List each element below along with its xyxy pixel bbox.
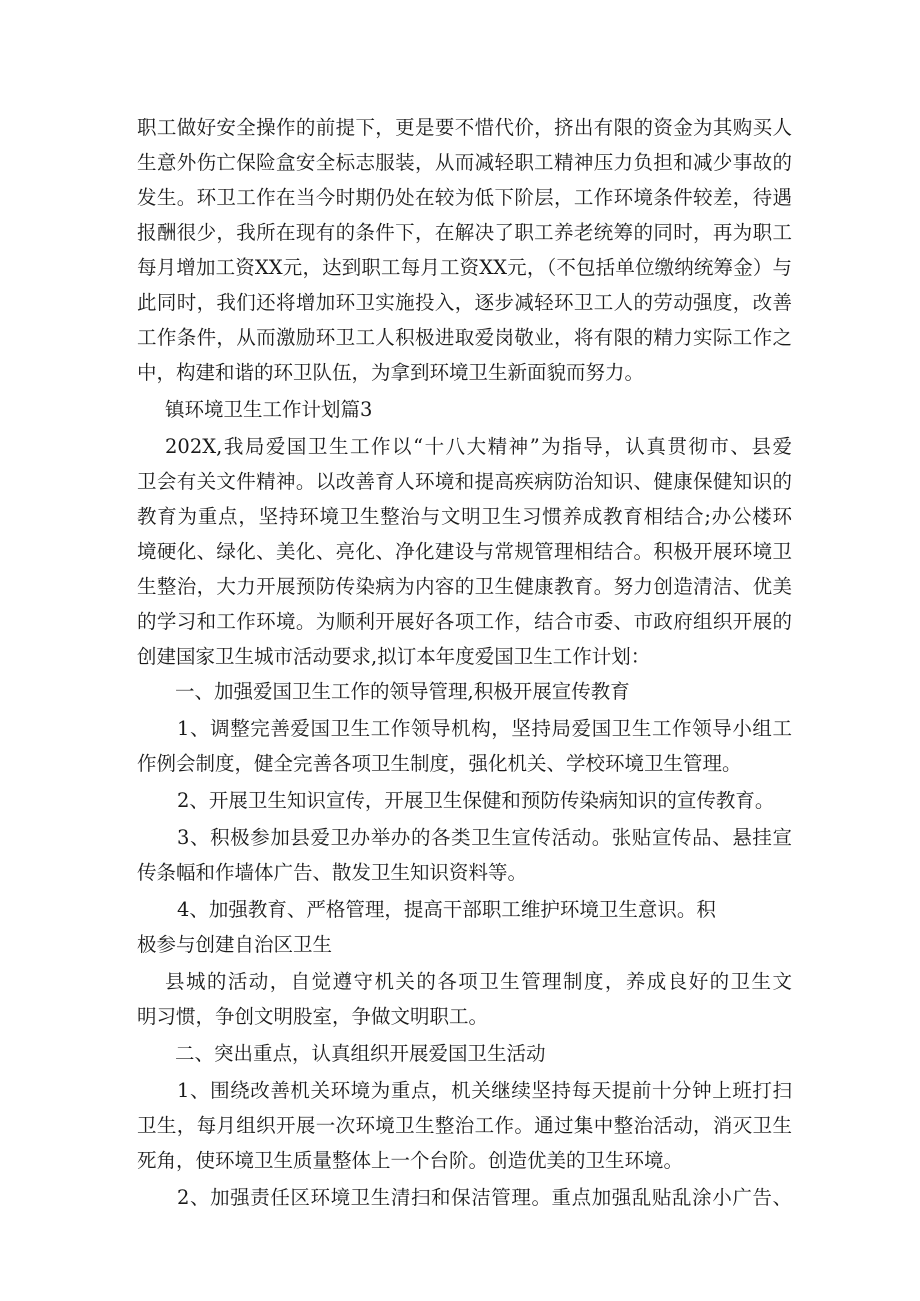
text-line: 死角，使环境卫生质量整体上一个台阶。创造优美的卫生环境。 [137, 1149, 684, 1172]
text-line: 1、调整完善爱国卫生工作领导机构，坚持局爱国卫生工作领导小组工 [177, 717, 792, 740]
text-line: 创建国家卫生城市活动要求,拟订本年度爱国卫生工作计划： [137, 645, 651, 668]
text-line: 生整治，大力开展预防传染病为内容的卫生健康教育。努力创造清洁、优美 [137, 575, 792, 598]
text-line: 每月增加工资XX元，达到职工每月工资XX元，（不包括单位缴纳统筹金）与 [137, 256, 792, 279]
text-line: 工作条件，从而激励环卫工人积极进取爱岗敬业，将有限的精力实际工作之 [137, 326, 792, 349]
text-line: 教育为重点，坚持环境卫生整治与文明卫生习惯养成教育相结合;办公楼环 [137, 505, 792, 528]
list-item-3 [137, 820, 792, 890]
list-item-2-responsibility [137, 1180, 792, 1215]
document-page [137, 110, 792, 1215]
text-line: 生意外伤亡保险盒安全标志服装，从而减轻职工精神压力负担和减少事故的 [137, 151, 792, 174]
text-line: 202X,我局爱国卫生工作以“十八大精神”为指导，认真贯彻市、县爱 [165, 435, 792, 458]
paragraph-county-activity [137, 964, 792, 1034]
paragraph-annual-plan-intro [137, 429, 792, 674]
text-line: 发生。环卫工作在当今时期仍处在较为低下阶层，工作环境条件较差，待遇 [137, 186, 792, 209]
text-line: 卫生，每月组织开展一次环境卫生整治工作。通过集中整治活动，消灭卫生 [137, 1114, 792, 1137]
text-line: 中，构建和谐的环卫队伍，为拿到环境卫生新面貌而努力。 [137, 361, 645, 384]
section-heading-one: 一、加强爱国卫生工作的领导管理,积极开展宣传教育 [175, 680, 630, 703]
list-item-1 [137, 711, 792, 781]
paragraph-safety-funding [137, 110, 792, 390]
text-line: 此同时，我们还将增加环卫实施投入，逐步减轻环卫工人的劳动强度，改善 [137, 291, 792, 314]
text-line: 2、开展卫生知识宣传，开展卫生保健和预防传染病知识的宣传教育。 [177, 789, 775, 812]
text-line: 职工做好安全操作的前提下，更是要不惜代价，挤出有限的资金为其购买人 [137, 116, 792, 139]
text-line: 县城的活动，自觉遵守机关的各项卫生管理制度，养成良好的卫生文 [165, 970, 792, 993]
text-line: 境硬化、绿化、美化、亮化、净化建设与常规管理相结合。积极开展环境卫 [137, 540, 792, 563]
text-line: 2、加强责任区环境卫生清扫和保洁管理。重点加强乱贴乱涂小广告、 [177, 1186, 792, 1209]
text-line: 明习惯，争创文明股室，争做文明职工。 [137, 1005, 489, 1028]
section-heading-two: 二、突出重点，认真组织开展爱国卫生活动 [175, 1042, 546, 1065]
text-line: 卫会有关文件精神。以改善育人环境和提高疾病防治知识、健康保健知识的 [137, 470, 792, 493]
text-line: 极参与创建自治区卫生 [137, 933, 333, 956]
text-line: 报酬很少，我所在现有的条件下，在解决了职工养老统筹的同时，再为职工 [137, 221, 792, 244]
text-line: 的学习和工作环境。为顺利开展好各项工作，结合市委、市政府组织开展的 [137, 610, 792, 633]
text-line: 传条幅和作墙体广告、散发卫生知识资料等。 [137, 861, 528, 884]
list-item-4 [137, 892, 792, 962]
text-line: 1、围绕改善机关环境为重点，机关继续坚持每天提前十分钟上班打扫 [177, 1079, 792, 1102]
list-item-1-environment [137, 1073, 792, 1178]
list-item-2 [137, 783, 792, 818]
text-line: 作例会制度，健全完善各项卫生制度，强化机关、学校环境卫生管理。 [137, 752, 742, 775]
section-title-plan-3: 镇环境卫生工作计划篇3 [165, 398, 373, 421]
text-line: 3、积极参加县爱卫办举办的各类卫生宣传活动。张贴宣传品、悬挂宣 [177, 826, 792, 849]
text-line: 4、加强教育、严格管理，提高干部职工维护环境卫生意识。积 [177, 898, 716, 921]
